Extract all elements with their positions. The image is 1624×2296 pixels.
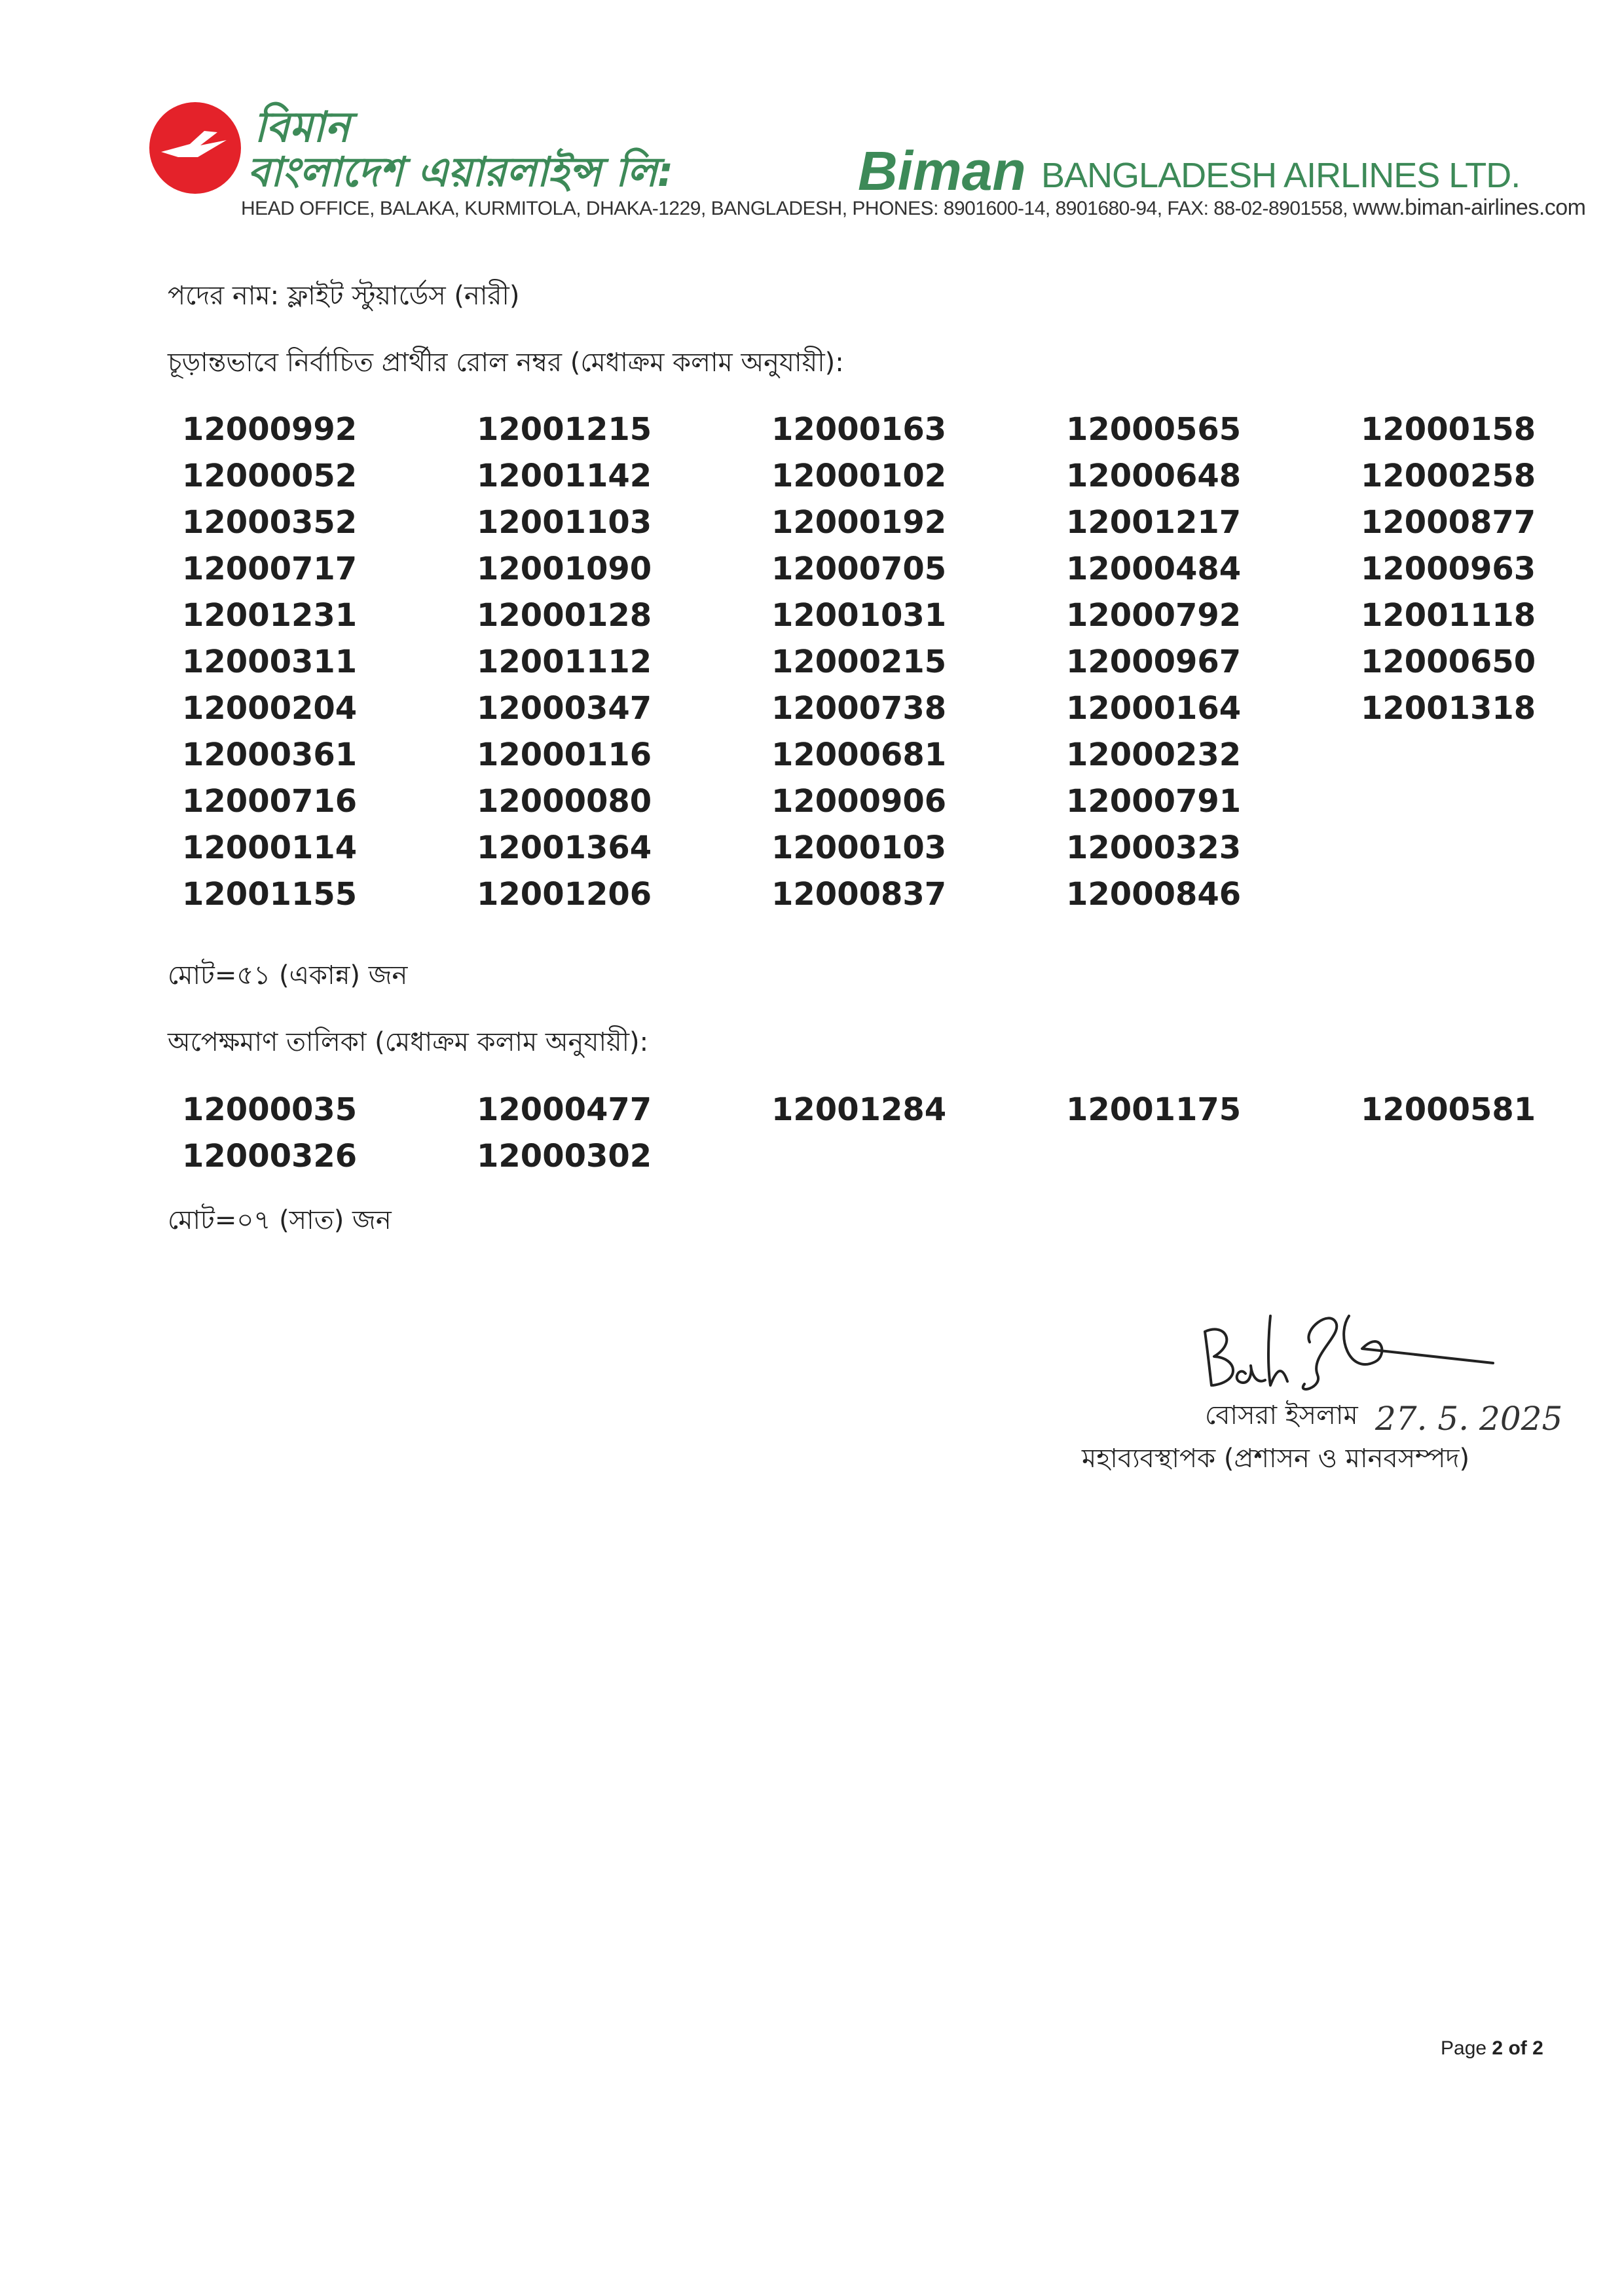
signatory-name: বোসরা ইসলাম [1205, 1400, 1358, 1430]
selected-roll-grid [182, 407, 1583, 918]
empty-cell [1361, 825, 1583, 871]
roll-number: 12001090 [477, 551, 652, 587]
roll-number: 12000035 [182, 1091, 358, 1128]
roll-number: 12000192 [771, 504, 947, 541]
roll-number: 12000158 [1361, 411, 1536, 448]
roll-number: 12001217 [1066, 504, 1242, 541]
roll-number: 12000648 [1066, 458, 1242, 494]
signature-block [1074, 1303, 1572, 1486]
signature-date: 27. 5. 2025 [1375, 1400, 1563, 1438]
roll-number: 12000361 [182, 737, 358, 773]
bangla-airline-name-line1: বিমান [254, 103, 350, 152]
english-airline-name-bold: Biman [858, 140, 1026, 202]
page-of: of [1508, 2037, 1527, 2059]
waiting-total: মোট=০৭ (সাত) জন [168, 1205, 392, 1235]
roll-number: 12000326 [182, 1138, 358, 1175]
roll-number: 12000877 [1361, 504, 1536, 541]
stork-logo-icon [149, 102, 241, 194]
page-total: 2 [1532, 2037, 1543, 2059]
roll-number: 12000215 [771, 644, 947, 680]
roll-number: 12001103 [477, 504, 652, 541]
roll-number: 12000352 [182, 504, 358, 541]
roll-number: 12001284 [771, 1091, 947, 1128]
roll-number: 12000681 [771, 737, 947, 773]
roll-number: 12000963 [1361, 551, 1536, 587]
website-url: www.biman-airlines.com [1352, 195, 1586, 220]
roll-number: 12001118 [1361, 597, 1536, 634]
address-text: HEAD OFFICE, BALAKA, KURMITOLA, DHAKA-1229, BANGLADESH, PHONES: 8901600-14, 8901680-94, FAX: 88-02-8901558, [241, 198, 1348, 219]
roll-number: 12000102 [771, 458, 947, 494]
roll-number: 12001364 [477, 829, 652, 866]
roll-number: 12000103 [771, 829, 947, 866]
roll-number: 12001206 [477, 876, 652, 913]
waiting-heading: অপেক্ষমাণ তালিকা (মেধাক্রম কলাম অনুযায়ী): [168, 1027, 649, 1057]
letterhead [149, 98, 1586, 229]
post-title: পদের নাম: ফ্লাইট স্টুয়ার্ডেস (নারী) [168, 281, 520, 311]
roll-number: 12000311 [182, 644, 358, 680]
roll-number: 12000080 [477, 783, 652, 820]
roll-number: 12001215 [477, 411, 652, 448]
roll-number: 12001318 [1361, 690, 1536, 727]
selected-total: মোট=৫১ (একান্ন) জন [168, 960, 408, 991]
page-current: 2 [1492, 2037, 1504, 2059]
head-office-address [241, 195, 1586, 221]
selected-heading: চূড়ান্তভাবে নির্বাচিত প্রার্থীর রোল নম্বর (মেধাক্রম কলাম অনুযায়ী): [168, 348, 844, 378]
roll-number: 12000114 [182, 829, 358, 866]
empty-cell [1361, 871, 1583, 918]
waiting-roll-grid [182, 1087, 1583, 1180]
roll-number: 12001155 [182, 876, 358, 913]
roll-number: 12000717 [182, 551, 358, 587]
roll-number: 12000323 [1066, 829, 1242, 866]
roll-number: 12000116 [477, 737, 652, 773]
roll-number: 12000052 [182, 458, 358, 494]
roll-number: 12000302 [477, 1138, 652, 1175]
roll-number: 12000477 [477, 1091, 652, 1128]
roll-number: 12000128 [477, 597, 652, 634]
roll-number: 12000163 [771, 411, 947, 448]
roll-number: 12000581 [1361, 1091, 1536, 1128]
biman-logo [149, 102, 241, 194]
roll-number: 12000484 [1066, 551, 1242, 587]
roll-number: 12000204 [182, 690, 358, 727]
bangla-airline-name-line2: বাংলাদেশ এয়ারলাইন্স লি: [248, 148, 674, 196]
roll-number: 12000738 [771, 690, 947, 727]
english-airline-name-rest: BANGLADESH AIRLINES LTD. [1041, 156, 1521, 195]
roll-number: 12000846 [1066, 876, 1242, 913]
roll-number: 12000992 [182, 411, 358, 448]
roll-number: 12000565 [1066, 411, 1242, 448]
handwritten-signature-icon [1074, 1303, 1572, 1408]
signatory-designation: মহাব্যবস্থাপক (প্রশাসন ও মানবসম্পদ) [1082, 1444, 1470, 1474]
empty-cell [1361, 732, 1583, 778]
roll-number: 12000791 [1066, 783, 1242, 820]
roll-number: 12001231 [182, 597, 358, 634]
roll-number: 12000906 [771, 783, 947, 820]
roll-number: 12000258 [1361, 458, 1536, 494]
roll-number: 12001112 [477, 644, 652, 680]
roll-number: 12001031 [771, 597, 947, 634]
roll-number: 12000792 [1066, 597, 1242, 634]
page-label: Page [1441, 2037, 1487, 2059]
page-number [1441, 2037, 1543, 2060]
empty-cell [771, 1133, 1066, 1180]
roll-number: 12000164 [1066, 690, 1242, 727]
roll-number: 12001142 [477, 458, 652, 494]
roll-number: 12000347 [477, 690, 652, 727]
roll-number: 12000967 [1066, 644, 1242, 680]
roll-number: 12000837 [771, 876, 947, 913]
roll-number: 12001175 [1066, 1091, 1242, 1128]
empty-cell [1361, 778, 1583, 825]
roll-number: 12000232 [1066, 737, 1242, 773]
roll-number: 12000650 [1361, 644, 1536, 680]
roll-number: 12000705 [771, 551, 947, 587]
roll-number: 12000716 [182, 783, 358, 820]
